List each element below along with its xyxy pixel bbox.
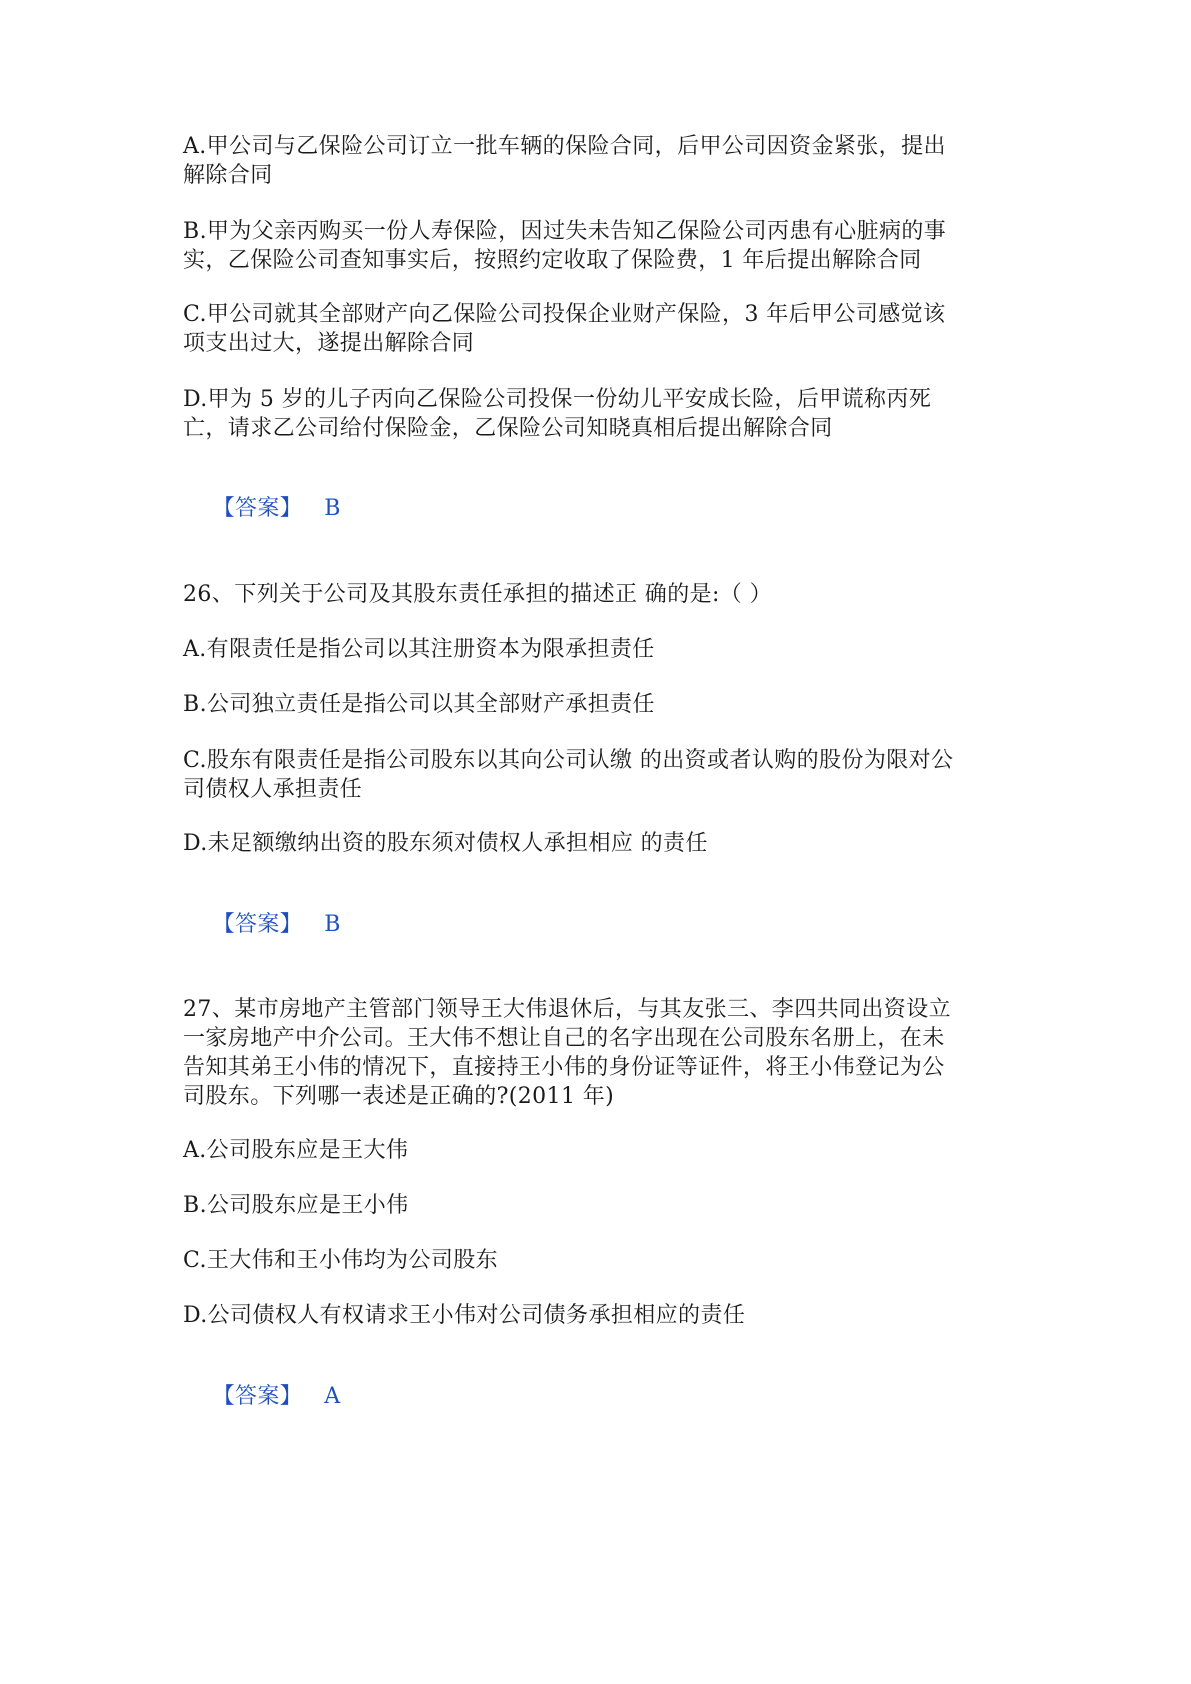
q25-option-d-line1: D.甲为 5 岁的儿子丙向乙保险公司投保一份幼儿平安成长险，后甲谎称丙死 xyxy=(183,387,932,412)
q25-option-a-line2: 解除合同 xyxy=(183,163,273,188)
q27-option-c: C.王大伟和王小伟均为公司股东 xyxy=(183,1248,499,1273)
q26-question: 26、下列关于公司及其股东责任承担的描述正 确的是:（ ） xyxy=(183,582,772,607)
answer-value: B xyxy=(324,912,341,937)
answer-label: 【答案】 xyxy=(212,912,303,937)
q26-option-d: D.未足额缴纳出资的股东须对债权人承担相应 的责任 xyxy=(183,831,708,856)
q25-option-b-line2: 实，乙保险公司查知事实后，按照约定收取了保险费，1 年后提出解除合同 xyxy=(183,248,922,273)
q27-option-b: B.公司股东应是王小伟 xyxy=(183,1193,409,1218)
q27-question-line4: 司股东。下列哪一表述是正确的?(2011 年) xyxy=(183,1084,615,1109)
q25-option-d-line2: 亡，请求乙公司给付保险金，乙保险公司知晓真相后提出解除合同 xyxy=(183,416,833,441)
q27-question-line1: 27、某市房地产主管部门领导王大伟退休后，与其友张三、李四共同出资设立 xyxy=(183,997,951,1022)
q27-question-line2: 一家房地产中介公司。王大伟不想让自己的名字出现在公司股东名册上，在未 xyxy=(183,1026,945,1051)
q26-option-c-line2: 司债权人承担责任 xyxy=(183,777,363,802)
answer-label: 【答案】 xyxy=(212,1384,303,1409)
q26-option-b: B.公司独立责任是指公司以其全部财产承担责任 xyxy=(183,692,655,717)
answer-label: 【答案】 xyxy=(212,496,303,521)
answer-value: B xyxy=(324,496,341,521)
q27-answer xyxy=(183,1358,340,1436)
q25-option-b-line1: B.甲为父亲丙购买一份人寿保险，因过失未告知乙保险公司丙患有心脏病的事 xyxy=(183,219,947,244)
q25-option-c-line2: 项支出过大，遂提出解除合同 xyxy=(183,331,475,356)
q25-option-a-line1: A.甲公司与乙保险公司订立一批车辆的保险合同，后甲公司因资金紧张，提出 xyxy=(183,134,946,159)
q27-option-d: D.公司债权人有权请求王小伟对公司债务承担相应的责任 xyxy=(183,1303,746,1328)
q25-option-c-line1: C.甲公司就其全部财产向乙保险公司投保企业财产保险，3 年后甲公司感觉该 xyxy=(183,302,946,327)
q27-option-a: A.公司股东应是王大伟 xyxy=(183,1138,409,1163)
q27-question-line3: 告知其弟王小伟的情况下，直接持王小伟的身份证等证件，将王小伟登记为公 xyxy=(183,1055,945,1080)
q25-answer xyxy=(183,470,341,548)
q26-option-a: A.有限责任是指公司以其注册资本为限承担责任 xyxy=(183,637,655,662)
q26-answer xyxy=(183,886,341,964)
answer-value: A xyxy=(324,1384,341,1409)
q26-option-c-line1: C.股东有限责任是指公司股东以其向公司认缴 的出资或者认购的股份为限对公 xyxy=(183,748,954,773)
